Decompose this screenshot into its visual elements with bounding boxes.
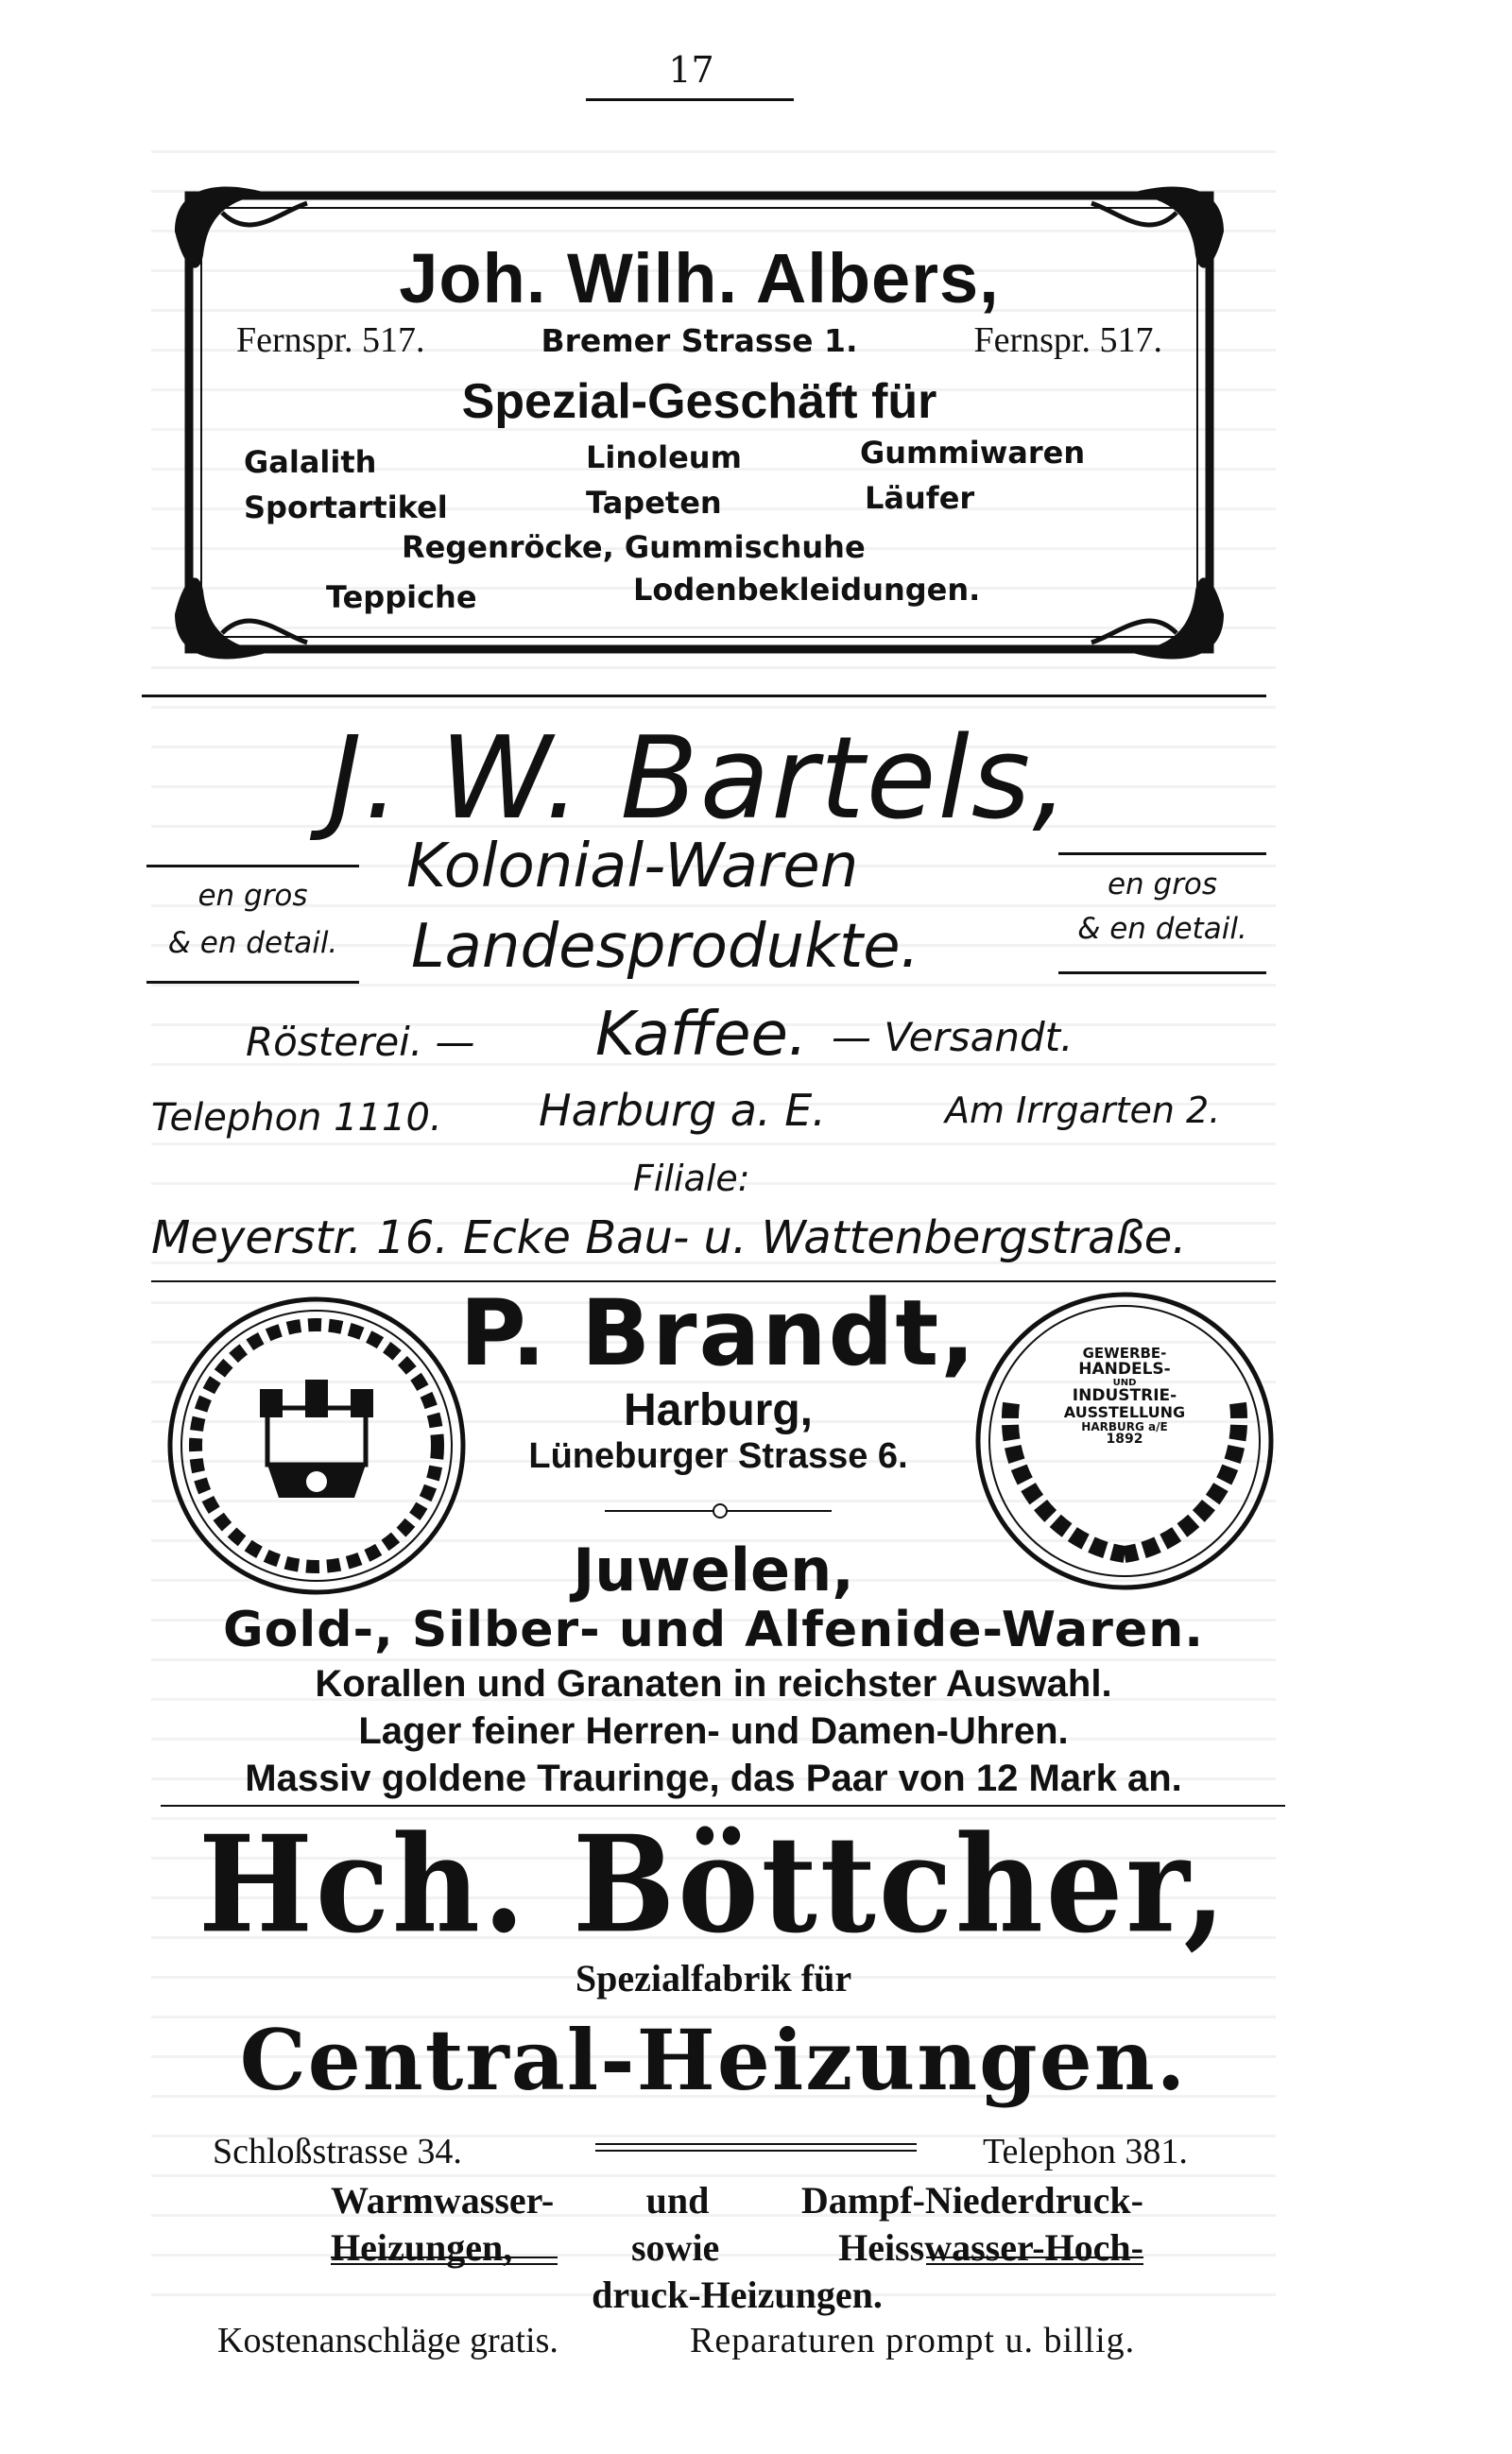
medal-right-line: 1892	[1106, 1432, 1143, 1448]
boettcher-address: Schloßstrasse 34.	[213, 2132, 462, 2171]
albers-heading: Spezial-Geschäft für	[461, 374, 937, 429]
rule	[146, 865, 359, 867]
brandt-metals: Gold-, Silber- und Alfenide-Waren.	[223, 1602, 1204, 1658]
medal-right-line: HANDELS-	[1078, 1359, 1171, 1379]
albers-line4-left: Teppiche	[326, 579, 477, 615]
albers-item: Gummiwaren	[860, 435, 1086, 471]
bartels-wholesale-right-1: en gros	[1107, 867, 1218, 901]
medal-right-line: GEWERBE-	[1082, 1345, 1167, 1362]
bartels-telephone: Telephon 1110.	[151, 1096, 442, 1140]
brandt-line2: Lager feiner Herren- und Damen-Uhren.	[358, 1710, 1069, 1752]
albers-phone-left: Fernspr. 517.	[236, 320, 425, 360]
boettcher-line1: Warmwasser- und Dampf-Niederdruck-	[331, 2179, 1143, 2222]
bartels-goods-2: Landesprodukte.	[411, 912, 919, 982]
albers-phone-right: Fernspr. 517.	[973, 320, 1162, 360]
bartels-goods-1: Kolonial-Waren	[406, 832, 859, 901]
albers-address: Bremer Strasse 1.	[541, 322, 858, 359]
bartels-kaffee: Kaffee.	[595, 1000, 808, 1070]
brandt-address: Lüneburger Strasse 6.	[528, 1436, 908, 1476]
bartels-street: Am Irrgarten 2.	[945, 1090, 1221, 1131]
rule	[1058, 971, 1266, 974]
boettcher-footer-left: Kostenanschläge gratis.	[217, 2321, 558, 2360]
bartels-branch-address: Meyerstr. 16. Ecke Bau- u. Wattenbergstraße.	[151, 1211, 1187, 1264]
albers-item: Sportartikel	[244, 489, 448, 525]
bartels-wholesale-right-2: & en detail.	[1077, 912, 1247, 946]
boettcher-footer-right: Reparaturen prompt u. billig.	[690, 2321, 1136, 2360]
bartels-city: Harburg a. E.	[539, 1085, 826, 1136]
bartels-versandt: — Versandt.	[832, 1014, 1074, 1060]
brandt-company-name: P. Brandt,	[459, 1280, 977, 1386]
double-rule	[331, 2257, 558, 2265]
page-number-rule	[586, 98, 794, 101]
double-rule	[595, 2143, 917, 2152]
boettcher-line3: druck-Heizungen.	[592, 2274, 883, 2316]
albers-contact-line	[236, 319, 1162, 361]
boettcher-company-name: Hch. Böttcher,	[198, 1807, 1228, 1964]
rule	[1058, 852, 1266, 855]
medal-right-line: HARBURG a/E	[1081, 1419, 1168, 1433]
bartels-branch-label: Filiale:	[633, 1158, 750, 1199]
bartels-wholesale-left-2: & en detail.	[167, 926, 338, 960]
bartels-wholesale-left-1: en gros	[198, 879, 308, 913]
double-rule	[926, 2257, 1143, 2265]
albers-item: Tapeten	[586, 485, 722, 521]
medal-right-inscription	[1040, 1347, 1210, 1447]
medal-right-line: AUSSTELLUNG	[1063, 1402, 1186, 1421]
albers-line3: Regenröcke, Gummischuhe	[402, 529, 866, 565]
bartels-roesterei: Rösterei. —	[246, 1019, 475, 1065]
divider	[142, 695, 1266, 697]
brandt-city: Harburg,	[623, 1385, 813, 1435]
boettcher-product: Central-Heizungen.	[239, 2011, 1188, 2109]
bartels-company-name: J. W. Bartels,	[328, 713, 1071, 845]
brandt-line3: Massiv goldene Trauringe, das Paar von 12 Mark an.	[245, 1758, 1182, 1799]
albers-line4-right: Lodenbekleidungen.	[633, 572, 981, 608]
brandt-jewels: Juwelen,	[573, 1536, 854, 1605]
divider-ornament-icon	[713, 1503, 728, 1519]
boettcher-line2: Heizungen, sowie Heisswasser-Hoch-	[331, 2226, 1143, 2269]
page-number: 17	[668, 49, 714, 91]
medal-right-line: UND	[1112, 1377, 1137, 1388]
albers-item: Linoleum	[586, 439, 742, 475]
albers-item: Läufer	[865, 480, 975, 516]
boettcher-special: Spezialfabrik für	[575, 1957, 852, 1999]
albers-company-name: Joh. Wilh. Albers,	[399, 239, 1000, 317]
medal-right-line: INDUSTRIE-	[1072, 1386, 1177, 1406]
albers-item: Galalith	[244, 444, 377, 480]
brandt-line1: Korallen und Granaten in reichster Auswahl.	[315, 1663, 1112, 1705]
rule	[146, 981, 359, 984]
boettcher-telephone: Telephon 381.	[983, 2132, 1188, 2171]
